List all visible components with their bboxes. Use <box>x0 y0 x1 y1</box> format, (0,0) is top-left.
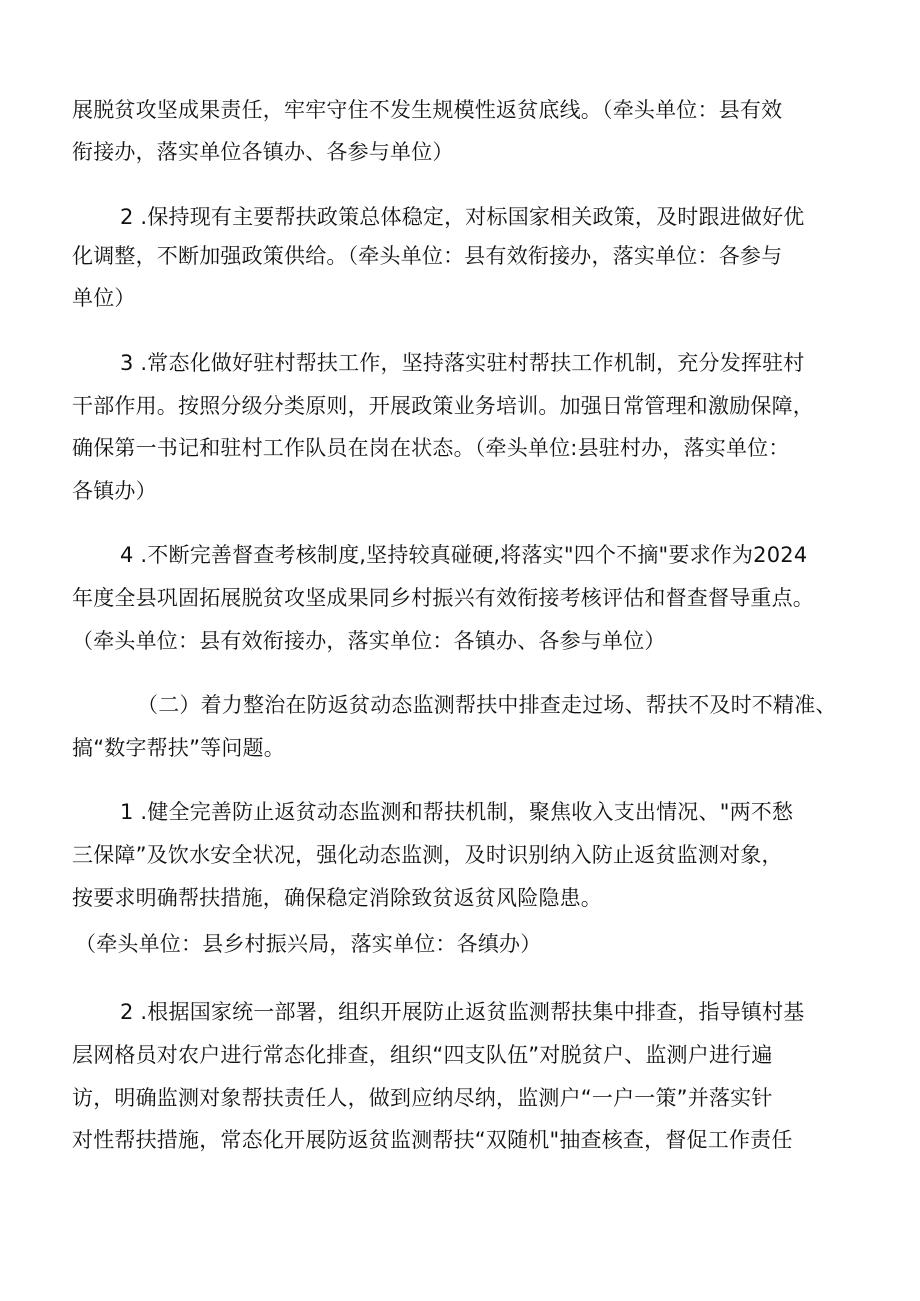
paragraph-line: 访，明确监测对象帮扶责任人，做到应纳尽纳，监测户“一户一策”并落实针 <box>72 1086 773 1110</box>
paragraph-line: 确保第一书记和驻村工作队员在岗在状态。（牵头单位:县驻村办，落实单位： <box>72 436 790 460</box>
section-heading-line: （二）着力整治在防返贫动态监测帮扶中排查走过场、帮扶不及时不精准、 <box>137 693 837 717</box>
paragraph-line: 3 .常态化做好驻村帮扶工作，坚持落实驻村帮扶工作机制，充分发挥驻村 <box>120 351 805 375</box>
paragraph-line: 2 .根据国家统一部署，组织开展防止返贫监测帮扶集中排查，指导镇村基 <box>120 1000 805 1024</box>
paragraph-line: 按要求明确帮扶措施，确保稳定消除致贫返贫风险隐患。 <box>72 886 602 910</box>
paragraph-line: 三保障”及饮水安全状况，强化动态监测，及时识别纳入防止返贫监测对象， <box>72 843 783 867</box>
paragraph-line: （牵头单位：县有效衔接办，落实单位：各镇办、各参与单位） <box>72 629 666 653</box>
paragraph-line: 干部作用。按照分级分类原则，开展政策业务培训。加强日常管理和激励保障， <box>72 394 814 418</box>
paragraph-line: 1 .健全完善防止返贫动态监测和帮扶机制，聚焦收入支出情况、"两不愁 <box>120 800 794 824</box>
paragraph-line: 各镇办） <box>72 479 157 503</box>
paragraph-line: 化调整，不断加强政策供给。（牵头单位：县有效衔接办，落实单位：各参与 <box>72 244 783 268</box>
paragraph-line: 衔接办，落实单位各镇办、各参与单位） <box>72 140 454 164</box>
paragraph-line: 对性帮扶措施，常态化开展防返贫监测帮扶“双随机"抽查核查，督促工作责任 <box>72 1128 793 1152</box>
paragraph-line: （牵头单位：县乡村振兴局，落实单位：各缜办） <box>75 932 542 956</box>
paragraph-line: 展脱贫攻坚成果责任，牢牢守住不发生规模性返贫底线。（牵头单位：县有效 <box>72 98 783 122</box>
paragraph-line: 年度全县巩固拓展脱贫攻坚成果同乡村振兴有效衔接考核评估和督查督导重点。 <box>72 586 814 610</box>
section-heading-line: 搞“数字帮扶”等问题。 <box>72 736 285 760</box>
paragraph-line: 2 .保持现有主要帮扶政策总体稳定，对标国家相关政策，及时跟进做好优 <box>120 205 805 229</box>
paragraph-line: 层网格员对农户进行常态化排查，组织“四支队伍”对脱贫户、监测户进行遍 <box>72 1043 773 1067</box>
paragraph-line: 单位） <box>72 286 136 310</box>
paragraph-line: 4 .不断完善督查考核制度,坚持较真碰硬,将落实"四个不摘"要求作为2024 <box>120 543 808 567</box>
